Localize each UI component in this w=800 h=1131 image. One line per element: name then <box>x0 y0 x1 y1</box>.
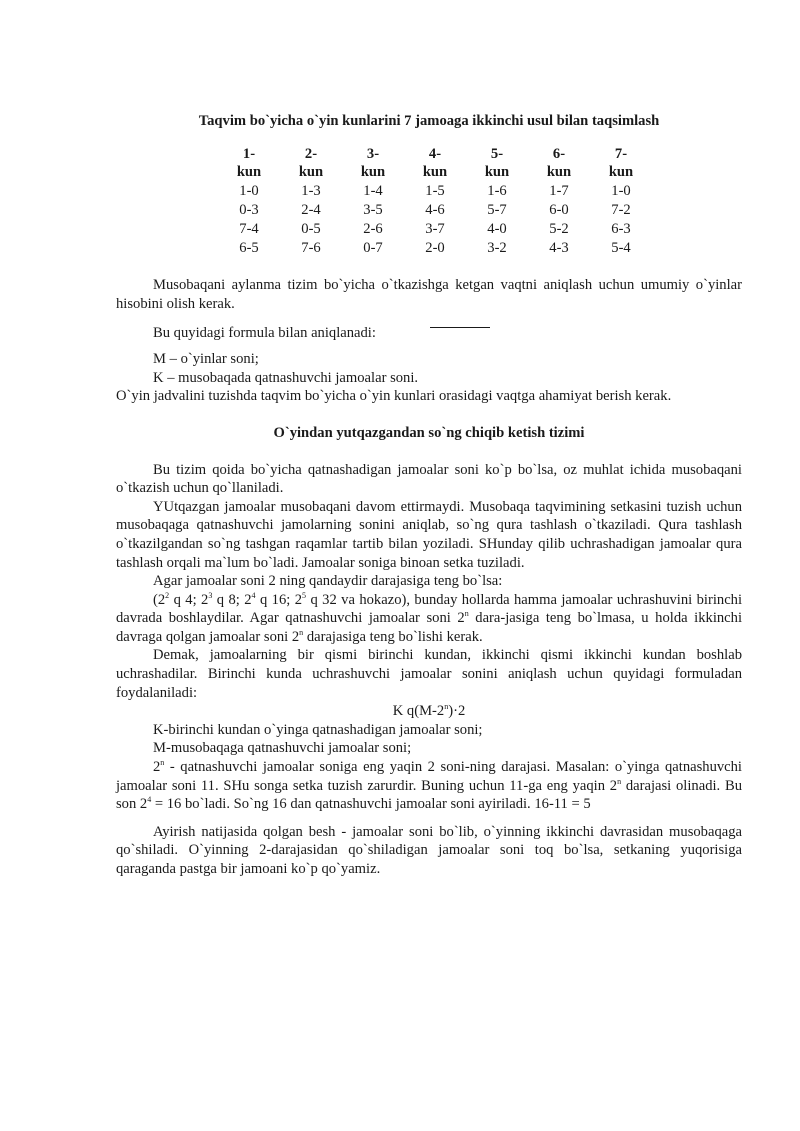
match-cell: 2-0 <box>425 239 445 256</box>
match-cell: 1-4 <box>363 183 383 200</box>
match-cell: 7-4 <box>239 220 259 237</box>
match-cell: 7-2 <box>611 201 631 218</box>
text-run: 2 <box>153 759 161 776</box>
match-cell: 2-6 <box>363 220 383 237</box>
formula-intro-text: Bu quyidagi formula bilan aniqlanadi: <box>153 324 376 341</box>
table-row <box>218 201 652 220</box>
day-header: kun <box>484 164 510 181</box>
day-header: 6- <box>552 145 566 162</box>
text-run: (2 <box>153 591 166 608</box>
definition-k: K – musobaqada qatnashuvchi jamoalar soni. <box>153 369 419 386</box>
match-cell: 1-7 <box>549 183 569 200</box>
match-cell: 0-5 <box>301 220 321 237</box>
match-cell: 3-5 <box>363 201 383 218</box>
superscript: n <box>617 776 622 786</box>
match-cell: 6-5 <box>239 239 259 256</box>
day-header: kun <box>546 164 572 181</box>
schedule-table <box>218 145 652 258</box>
text-run: darajasiga teng bo`lishi kerak. <box>303 628 483 645</box>
match-cell: 2-4 <box>301 201 321 218</box>
definition-m: M – o`yinlar soni; <box>153 351 259 368</box>
day-header: 3- <box>366 145 380 162</box>
day-header: 4- <box>428 145 442 162</box>
day-header: 2- <box>304 145 318 162</box>
day-header: kun <box>360 164 386 181</box>
paragraph-6 <box>116 758 742 814</box>
match-cell: 5-4 <box>611 239 631 256</box>
paragraph-2: YUtqazgan jamoalar musobaqani davom ettirmaydi. Musobaqa taqvimining setkasini tuzish uchun musobaqaga qatnashuvchi jamolarning sonini aniqlab, so`ng qura tashlash o`tkaziladi. Qura tashlash o`tkazilgandan so`ng tashgan raqamlar tartib bilan yoziladi. SHunday qilib uchrashadigan jamoalar qura tashlash orqali ma`lum bo`ladi. Jamoalar soniga binoan setka tuziladi. <box>116 498 742 571</box>
match-cell: 4-6 <box>425 201 445 218</box>
definition-m2: M-musobaqaga qatnashuvchi jamoalar soni; <box>153 740 412 757</box>
superscript: 4 <box>251 590 256 600</box>
match-cell: 1-0 <box>239 183 259 200</box>
match-cell: 5-7 <box>487 201 507 218</box>
paragraph-4 <box>116 591 742 647</box>
document-page <box>116 112 742 879</box>
match-cell: 5-2 <box>549 220 569 237</box>
match-cell: 1-5 <box>425 183 445 200</box>
day-header: kun <box>298 164 324 181</box>
schedule-header-row-bottom <box>218 163 652 182</box>
paragraph-5: Demak, jamoalarning bir qismi birinchi kundan, ikkinchi qismi ikkinchi kundan boshlab uchrashadilar. Birinchi kunda uchrashuvchi jamoalar sonini aniqlash uchun quyidagi formuladan foydalaniladi: <box>116 647 742 701</box>
text-run: K q(M-2 <box>392 703 445 720</box>
superscript: 3 <box>208 590 213 600</box>
day-header: 1- <box>242 145 256 162</box>
superscript: n <box>299 628 304 638</box>
match-cell: 3-7 <box>425 220 445 237</box>
text-run: q 8; 2 <box>212 591 252 608</box>
definition-k2: K-birinchi kundan o`yinga qatnashadigan jamoalar soni; <box>153 721 483 738</box>
superscript: 2 <box>165 590 170 600</box>
text-run: q 16; 2 <box>255 591 303 608</box>
table-row <box>218 182 652 201</box>
match-cell: 6-3 <box>611 220 631 237</box>
match-cell: 0-7 <box>363 239 383 256</box>
table-row <box>218 239 652 258</box>
match-cell: 1-3 <box>301 183 321 200</box>
text-run: darajasi olinadi. Bu son 2 <box>116 777 742 813</box>
match-cell: 1-6 <box>487 183 507 200</box>
match-cell: 1-0 <box>611 183 631 200</box>
match-cell: 0-3 <box>239 201 259 218</box>
paragraph-7: Ayirish natijasida qolgan besh - jamoalar soni bo`lib, o`yinning ikkinchi davrasidan musobaqaga qo`shiladi. O`yinning 2-darajasidan qo`shiladigan jamoalar soni toq bo`lsa, setkaning yuqorisiga qaraganda pastga bir jamoani ko`p qo`yamiz. <box>116 823 742 877</box>
text-run: = 16 bo`ladi. So`ng 16 dan qatnashuvchi jamoalar soni ayiriladi. 16-11 = 5 <box>151 796 591 813</box>
formula-fraction-line <box>430 327 490 328</box>
superscript: n <box>444 702 449 712</box>
superscript: n <box>160 758 165 768</box>
superscript: 4 <box>147 795 152 805</box>
superscript: 5 <box>302 590 307 600</box>
schedule-header-row-top <box>218 145 652 164</box>
text-run: - qatnashuvchi jamoalar soniga eng yaqin 2 soni-ning darajasi. Masalan: o`yinga qatnashuvchi jamoalar soni 11. SHu songa setka tuzish zarurdir. Buning uchun 11-ga eng yaqin 2 <box>116 759 742 794</box>
day-header: 7- <box>614 145 628 162</box>
paragraph-formula-intro <box>116 324 742 343</box>
paragraph-3: Agar jamoalar soni 2 ning qandaydir darajasiga teng bo`lsa: <box>153 573 503 590</box>
text-run: q 4; 2 <box>169 591 209 608</box>
match-cell: 4-3 <box>549 239 569 256</box>
match-cell: 4-0 <box>487 220 507 237</box>
superscript: n <box>464 609 469 619</box>
formula-k <box>116 702 742 721</box>
match-cell: 7-6 <box>301 239 321 256</box>
paragraph-1: Bu tizim qoida bo`yicha qatnashadigan jamoalar soni ko`p bo`lsa, oz muhlat ichida musobaqani o`tkazish uchun qo`llaniladi. <box>116 461 742 497</box>
text-run: )·2 <box>448 703 466 720</box>
match-cell: 3-2 <box>487 239 507 256</box>
table-row <box>218 220 652 239</box>
text-run: q 32 va hokazo), bunday hollarda hamma jamoalar uchrashuvini birinchi davrada boshlaydilar. Agar qatnashuvchi jamoalar soni 2 <box>116 591 743 627</box>
section-heading: O`yindan yutqazgandan so`ng chiqib ketish tizimi <box>273 424 585 441</box>
day-header: 5- <box>490 145 504 162</box>
paragraph-schedule-note: O`yin jadvalini tuzishda taqvim bo`yicha o`yin kunlari orasidagi vaqtga ahamiyat berish kerak. <box>116 388 672 405</box>
day-header: kun <box>608 164 634 181</box>
document-title: Taqvim bo`yicha o`yin kunlarini 7 jamoaga ikkinchi usul bilan taqsimlash <box>198 113 660 129</box>
match-cell: 6-0 <box>549 201 569 218</box>
day-header: kun <box>422 164 448 181</box>
text-run: dara-jasiga teng bo`lmasa, u holda ikkinchi davraga qolgan jamoalar soni 2 <box>116 610 743 645</box>
paragraph-round-robin: Musobaqani aylanma tizim bo`yicha o`tkazishga ketgan vaqtni aniqlash uchun umumiy o`yinlar hisobini olish kerak. <box>116 277 742 312</box>
day-header: kun <box>236 164 262 181</box>
